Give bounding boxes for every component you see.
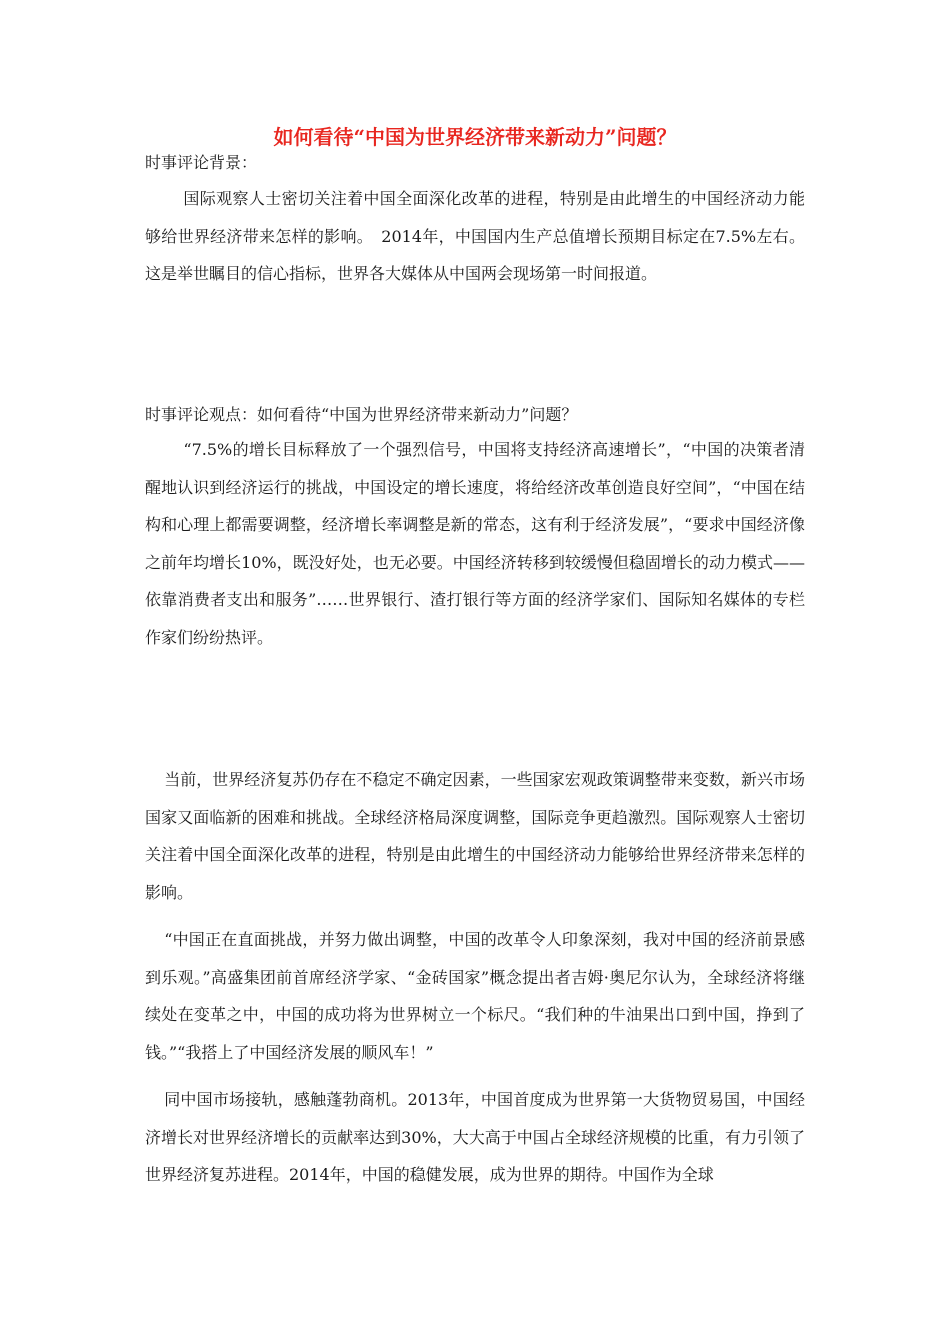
- market-paragraph: 同中国市场接轨，感触蓬勃商机。2013年，中国首度成为世界第一大货物贸易国，中国经济增长对世界经济增长的贡献率达到30%，大大高于中国占全球经济规模的比重，有力引领了世界经济复苏进程。2014年，中国的稳健发展，成为世界的期待。中国作为全球: [145, 1090, 805, 1184]
- current-situation-paragraph: 当前，世界经济复苏仍存在不稳定不确定因素，一些国家宏观政策调整带来变数，新兴市场国家又面临新的困难和挑战。全球经济格局深度调整，国际竞争更趋激烈。国际观察人士密切关注着中国全面深化改革的进程，特别是由此增生的中国经济动力能够给世界经济带来怎样的影响。: [145, 770, 805, 902]
- background-label: 时事评论背景：: [145, 153, 258, 172]
- viewpoint-label: 时事评论观点：如何看待“中国为世界经济带来新动力”问题？: [145, 405, 578, 424]
- viewpoint-paragraph: “7.5%的增长目标释放了一个强烈信号，中国将支持经济高速增长”，“中国的决策者清醒地认识到经济运行的挑战，中国设定的增长速度，将给经济改革创造良好空间”，“中国在结构和心理上都需要调整，经济增长率调整是新的常态，这有利于经济发展”，“要求中国经济像之前年均增长10%，既没好处，也无必要。中国经济转移到较缓慢但稳固增长的动力模式——依靠消费者支出和服务”……世界银行、渣打银行等方面的经济学家们、国际知名媒体的专栏作家们纷纷热评。: [145, 440, 805, 647]
- quote-paragraph: “中国正在直面挑战，并努力做出调整，中国的改革令人印象深刻，我对中国的经济前景感到乐观。”高盛集团前首席经济学家、“金砖国家”概念提出者吉姆·奥尼尔认为，全球经济将继续处在变革之中，中国的成功将为世界树立一个标尺。“我们种的牛油果出口到中国，挣到了钱。”“我搭上了中国经济发展的顺风车！”: [145, 930, 805, 1062]
- background-paragraph: 国际观察人士密切关注着中国全面深化改革的进程，特别是由此增生的中国经济动力能够给世界经济带来怎样的影响。 2014年，中国国内生产总值增长预期目标定在7.5%左右。这是举世瞩目的信心指标，世界各大媒体从中国两会现场第一时间报道。: [145, 189, 805, 283]
- document-title: 如何看待“中国为世界经济带来新动力”问题？: [273, 125, 677, 149]
